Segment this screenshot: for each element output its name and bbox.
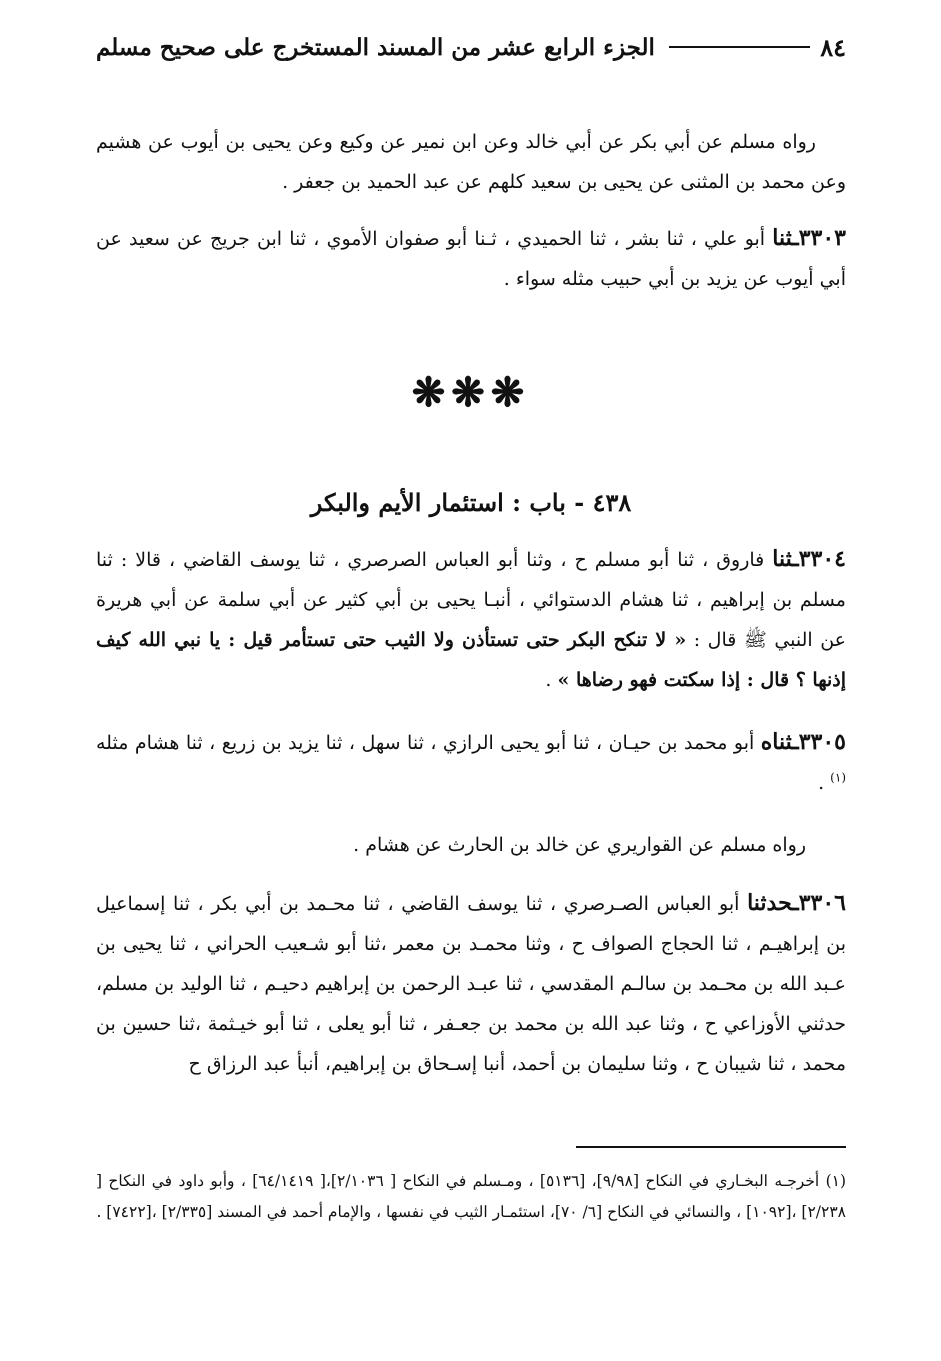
footnote-ref[interactable]: (١) (830, 770, 846, 785)
hadith-text: أبو محمد بن حيـان ، ثنا أبو يحيى الرازي ، ثنا سهل ، ثنا يزيد بن زريع ، ثنا هشام مثله (96, 732, 761, 754)
hadith-text: أبو العباس الصـرصري ، ثنا يوسف القاضي ، ثنا محـمد بن أبي بكر ، ثنا إسماعيل بن إبراهيـم ، ثنا الحجاج الصواف ح ، وثنا محمـد بن معمر ،ثنا أبو شـعيب الحراني ، ثنا يحيى بن عـبد الله بن محـمد بن سالـم المقدسي ، ثنا عبـد الرحمن بن إبراهيم دحيـم ، ثنا الوليد بن مسلم، حدثني الأوزاعي ح ، وثنا عبد الله بن محمد بن جعـفر ، ثنا أبو يعلى ، ثنا أبو خيـثمة ،ثنا حسين بن محمد ، ثنا شيبان ح ، وثنا سليمان بن أحمد، أنبا إسـحاق بن إبراهيم، أنبأ عبد الرزاق ح (96, 893, 846, 1075)
hadith-text-end: . (545, 669, 558, 691)
hadith-3305 (96, 722, 846, 803)
hadith-text: أبو علي ، ثنا بشر ، ثنا الحميدي ، ثـنا أبو صفوان الأموي ، ثنا ابن جريج عن سعيد عن أبي أيوب عن يزيد بن أبي حبيب مثله سواء . (96, 228, 846, 290)
hadith-number: ٣٣٠٣ (798, 225, 846, 251)
hadith-label: ـثنا (772, 225, 799, 251)
page-number: ٨٤ (820, 32, 846, 62)
footnote (96, 1166, 846, 1228)
footnote-text: (١) أخرجـه البخـاري في النكاح [٩/٩٨]، [٥١٣٦] ، ومـسلم في النكاح [ ٢/١٠٣٦]،[ ٦٤/١٤١٩] ، وأبو داود في النكاح [ ٢/٢٣٨] ،[١٠٩٢] ، والنسائي في النكاح [٦/ ٧٠]، استئمـار الثيب في نفسها ، والإمام أحمد في المسند [٢/٣٣٥] ،[٧٤٢٢] . (96, 1172, 847, 1221)
hadith-number: ٣٣٠٦ (798, 890, 846, 916)
hadith-label: ـثناه (760, 729, 799, 755)
paragraph-text: رواه مسلم عن أبي بكر عن أبي خالد وعن ابن نمير عن وكيع وعن يحيى بن أيوب عن هشيم وعن محمد بن المثنى عن يحيى بن سعيد كلهم عن عبد الحميد بن جعفر . (96, 131, 846, 193)
chapter-title: ٤٣٨ - باب : استئمار الأيم والبكر (310, 488, 632, 517)
header-rule (669, 46, 810, 48)
hadith-3303 (96, 218, 846, 299)
section-ornament: ❋❋❋ (411, 369, 531, 416)
paragraph-riwayah (96, 122, 846, 202)
hadith-text: فاروق ، ثنا أبو مسلم ح ، وثنا أبو العباس الصرصري ، ثنا يوسف القاضي ، قالا : ثنا مسلم بن إبراهيم ، ثنا هشام الدستوائي ، أنبـا يحيى بن أبي كثير عن أبي سلمة عن أبي هريرة عن النبي ﷺ قال : (96, 549, 847, 651)
footnote-rule (576, 1146, 846, 1148)
paragraph-text: رواه مسلم عن القواريري عن خالد بن الحارث عن هشام . (353, 834, 806, 856)
hadith-3304 (96, 539, 846, 700)
hadith-text-end: . (818, 772, 831, 794)
paragraph-riwayah-2 (96, 825, 846, 865)
hadith-number: ٣٣٠٥ (798, 729, 846, 755)
hadith-label: ـثنا (772, 546, 799, 572)
hadith-number: ٣٣٠٤ (798, 546, 846, 572)
hadith-quote: « لا تنكح البكر حتى تستأذن ولا الثيب حتى تستأمر قيل : يا نبي الله كيف إذنها ؟ قال : إذا سكتت فهو رضاها » (96, 629, 846, 691)
page-header (96, 22, 846, 72)
hadith-3306 (96, 883, 846, 1084)
hadith-label: ـحدثنا (747, 890, 799, 916)
running-head: الجزء الرابع عشر من المسند المستخرج على صحيح مسلم (96, 33, 655, 61)
